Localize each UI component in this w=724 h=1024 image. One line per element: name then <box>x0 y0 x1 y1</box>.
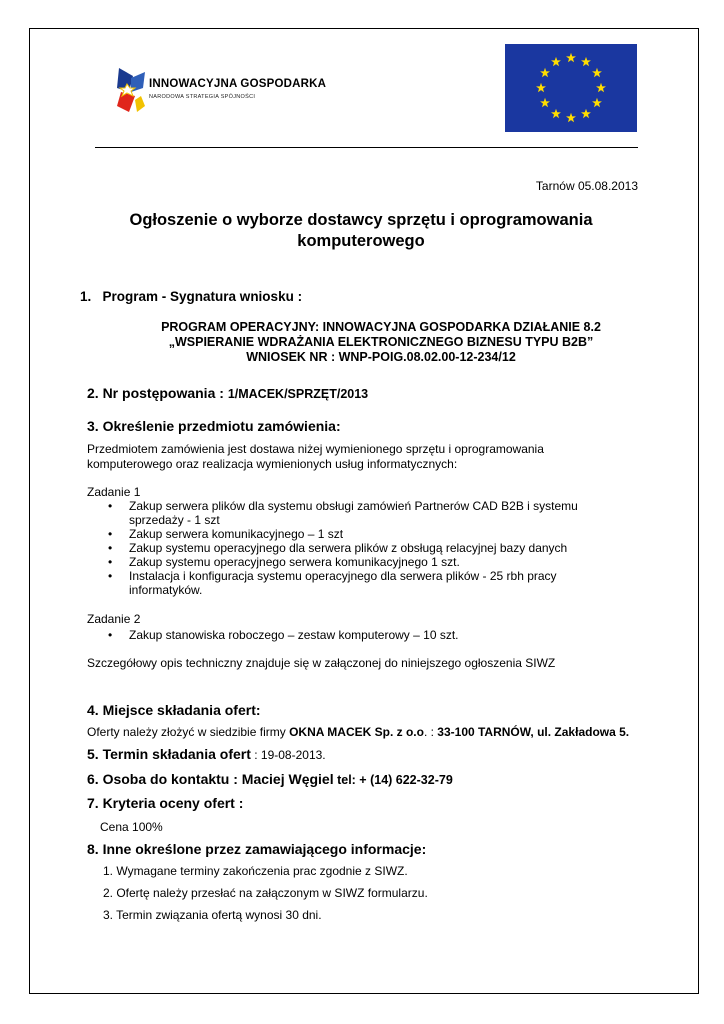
innowacyjna-gospodarka-logo <box>115 64 340 122</box>
section-8-heading: 8. Inne określone przez zamawiającego informacje: <box>87 841 427 857</box>
section-6-heading <box>87 771 453 787</box>
info-item: 3. Termin związania ofertą wynosi 30 dni. <box>103 908 322 922</box>
section-7-heading: 7. Kryteria oceny ofert : <box>87 795 244 811</box>
program-line: WNIOSEK NR : WNP-POIG.08.02.00-12-234/12 <box>246 350 516 364</box>
eu-star <box>592 68 602 77</box>
zadanie-2-label: Zadanie 2 <box>87 612 141 626</box>
zadanie-1-list <box>105 499 595 597</box>
list-item: • Instalacja i konfiguracja systemu operacyjnego dla serwera plików - 25 rbh pracy informatyków. <box>108 569 557 597</box>
info-item: 2. Ofertę należy przesłać na załączonym w SIWZ formularzu. <box>103 886 428 900</box>
technical-note: Szczegółowy opis techniczny znajduje się w załączonej do niniejszego ogłoszenia SIWZ <box>87 656 556 670</box>
section-5-title: 5. Termin składania ofert <box>87 746 251 762</box>
list-item: • Zakup stanowiska roboczego – zestaw komputerowy – 10 szt. <box>108 628 459 642</box>
eu-star <box>596 83 606 92</box>
eu-star <box>551 57 561 66</box>
list-item: • Zakup serwera plików dla systemu obsługi zamówień Partnerów CAD B2B i systemu sprzedaży - 1 szt <box>108 499 578 527</box>
eu-star <box>566 53 576 62</box>
logo-title: INNOWACYJNA GOSPODARKA <box>149 78 327 90</box>
procedure-number: 1/MACEK/SPRZĘT/2013 <box>227 387 369 401</box>
offer-place: Oferty należy złożyć w siedzibie firmy OKNA MACEK Sp. z o.o. : 33-100 TARNÓW, ul. Zakładowa 5. <box>87 725 630 739</box>
contact-person: 6. Osoba do kontaktu : Maciej Węgiel <box>87 771 334 787</box>
section-3-intro: Przedmiotem zamówienia jest dostawa niżej wymienionego sprzętu i oprogramowania komputerowego oraz realizacja wymienionych usług informatycznych: <box>87 442 544 471</box>
company-address: 33-100 TARNÓW, ul. Zakładowa 5. <box>437 725 630 739</box>
list-item: • Zakup systemu operacyjnego dla serwera plików z obsługą relacyjnej bazy danych <box>108 541 568 555</box>
section-4-heading: 4. Miejsce składania ofert: <box>87 702 261 718</box>
info-item: 1. Wymagane terminy zakończenia prac zgodnie z SIWZ. <box>103 864 408 878</box>
program-block <box>100 320 662 365</box>
list-item: • Zakup systemu operacyjnego serwera komunikacyjnego 1 szt. <box>108 555 460 569</box>
section-2-heading <box>87 385 368 401</box>
document-date: Tarnów 05.08.2013 <box>535 179 638 193</box>
contact-phone: tel: + (14) 622-32-79 <box>333 773 453 787</box>
program-line: PROGRAM OPERACYJNY: INNOWACYJNA GOSPODARKA DZIAŁANIE 8.2 <box>161 320 601 334</box>
list-item: • Zakup serwera komunikacyjnego – 1 szt <box>108 527 344 541</box>
eu-star <box>592 98 602 107</box>
evaluation-criteria: Cena 100% <box>100 820 163 834</box>
deadline-date: : 19-08-2013. <box>250 748 326 762</box>
section-5-heading <box>87 746 326 762</box>
eu-star <box>540 68 550 77</box>
logo-emblem-icon <box>115 66 149 116</box>
eu-star <box>536 83 546 92</box>
eu-star <box>540 98 550 107</box>
eu-flag <box>505 44 637 132</box>
section-3-heading: 3. Określenie przedmiotu zamówienia: <box>87 418 341 434</box>
eu-star <box>581 57 591 66</box>
eu-stars-icon <box>505 44 637 132</box>
section-1-number: 1. <box>80 289 92 304</box>
program-line: „WSPIERANIE WDRAŻANIA ELEKTRONICZNEGO BIZNESU TYPU B2B” <box>168 335 594 349</box>
company-name: OKNA MACEK Sp. z o.o <box>289 725 424 739</box>
section-2-title: 2. Nr postępowania : <box>87 385 224 401</box>
zadanie-1-label: Zadanie 1 <box>87 485 141 499</box>
eu-star <box>581 109 591 118</box>
zadanie-2-list <box>105 628 595 642</box>
document-title: Ogłoszenie o wyborze dostawcy sprzętu i oprogramowania komputerowego <box>129 211 593 250</box>
header-divider <box>95 147 638 148</box>
logo-subtitle: NARODOWA STRATEGIA SPÓJNOŚCI <box>149 94 256 100</box>
section-1-heading <box>80 289 302 304</box>
eu-star <box>566 113 576 122</box>
section-1-title: Program - Sygnatura wniosku : <box>102 289 303 304</box>
eu-star <box>551 109 561 118</box>
